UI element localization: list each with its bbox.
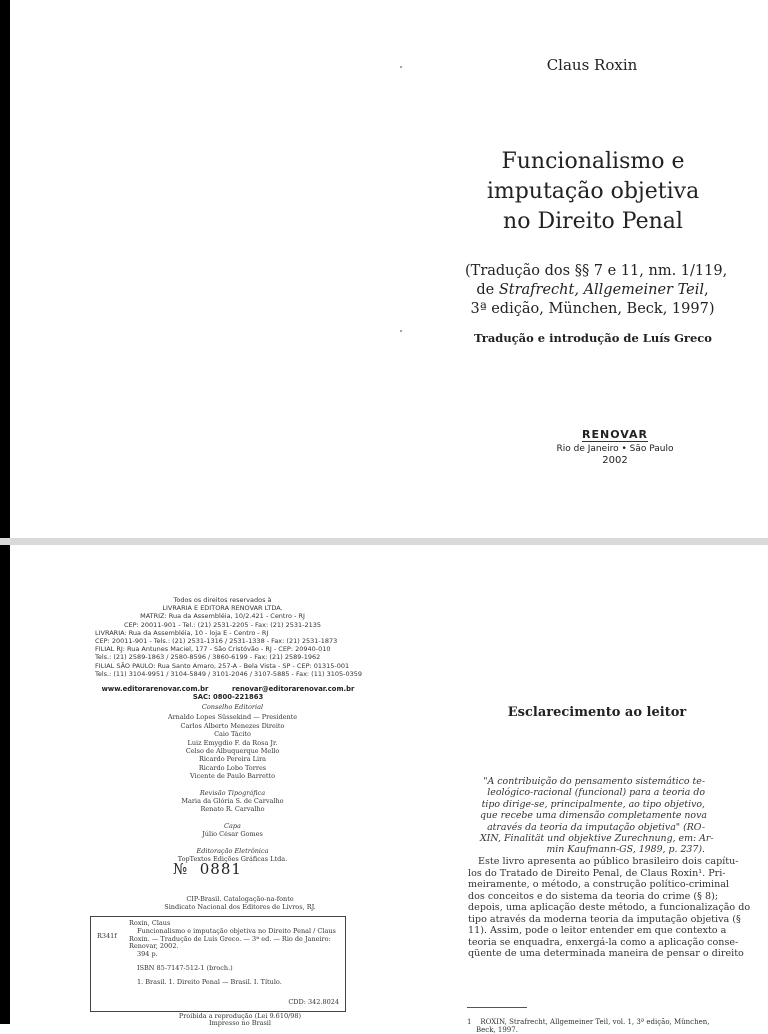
cip-class-number: R341f: [97, 932, 117, 940]
publisher-cities: Rio de Janeiro • São Paulo: [556, 444, 674, 454]
title-line: no Direito Penal: [503, 209, 683, 234]
title-line: imputação objetiva: [486, 179, 700, 204]
book-subtitle: [465, 262, 728, 319]
board-member: Celso de Albuquerque Mello: [185, 747, 280, 756]
board-member: Caio Tácito: [214, 730, 251, 739]
capa-heading: Capa: [224, 821, 241, 830]
epigraph-line: leológico-racional (funcional) para a teoria do: [487, 787, 705, 799]
board-member: Vicente de Paulo Barretto: [190, 772, 275, 781]
board-member: Carlos Alberto Menezes Direito: [180, 721, 285, 730]
board-heading: Conselho Editorial: [201, 703, 264, 711]
publisher-logo: RENOVAR: [582, 428, 648, 441]
epigraph-line: XIN, Finalität und objektive Zurechnung, em: Ar-: [480, 833, 714, 845]
footnote-line: 1 ROXIN, Strafrecht, Allgemeiner Teil, vol. 1, 3ª edição, München,: [467, 1018, 710, 1026]
cip-heading: [135, 895, 345, 911]
copyright-line: Tels.: (21) 2589-1863 / 2580-8596 / 3860-6199 - Fax: (21) 2589-1962: [95, 653, 321, 662]
subtitle-line: (Tradução dos §§ 7 e 11, nm. 1/119,: [465, 263, 728, 279]
footnote: [467, 1018, 710, 1034]
book-title: [470, 147, 716, 237]
title-line: Funcionalismo e: [501, 149, 685, 174]
board-member: Luiz Emygdio F. da Rosa Jr.: [187, 738, 278, 747]
scan-speck: [400, 66, 402, 68]
website-email: www.editorarenovar.com.br renovar@editorarenovar.com.br: [101, 685, 355, 693]
epigraph-line: min Kaufmann-GS, 1989, p. 237).: [546, 844, 705, 856]
footer-line: Proibida a reprodução (Lei 9.610/98): [178, 1012, 302, 1020]
body-line: meiramente, o método, a construção político-criminal: [468, 879, 730, 890]
translator-credit: Tradução e introdução de Luís Greco: [474, 331, 712, 345]
body-line: Este livro apresenta ao público brasileiro dois capítu-: [478, 856, 739, 867]
footer-line: Impresso no Brasil: [209, 1019, 271, 1027]
copyright-line: FILIAL RJ: Rua Antunes Maciel, 177 - São Cristóvão - RJ - CEP: 20940-010: [95, 645, 331, 654]
cip-entry-line: 1. Brasil. 1. Direito Penal — Brasil. I. Título.: [137, 977, 282, 986]
board-member: Ricardo Pereira Lira: [198, 755, 267, 764]
body-line: dos conceitos e do sistema da teoria do crime (§ 8);: [468, 890, 719, 902]
copyright-line: Todos os direitos reservados à: [173, 596, 272, 604]
cip-entry: [129, 920, 339, 987]
cip-entry-line: Funcionalismo e imputação objetiva no Direito Penal / Claus Roxin. — Tradução de Luís Greco. — 3ª ed. — Rio de Janeiro: Renovar, 2002.: [129, 926, 336, 951]
body-paragraph: [468, 856, 751, 960]
editorial-board: [140, 703, 325, 864]
cdd-number: CDD: 342.8024: [288, 998, 339, 1007]
cip-entry-line: 394 p.: [137, 950, 158, 959]
footnote-rule: [467, 1007, 527, 1008]
board-member: Ricardo Lobo Torres: [198, 763, 267, 772]
body-line: los do Tratado de Direito Penal, de Claus Roxin¹. Pri-: [468, 867, 726, 879]
publisher-imprint: [545, 428, 685, 466]
scan-left-edge-top: [0, 0, 10, 538]
body-line: teoria se enquadra, enxergá-la como a aplicação conse-: [468, 936, 739, 948]
copyright-line: CEP: 20011-901 - Tel.: (21) 2531-2205 - Fax: (21) 2531-2135: [123, 620, 322, 629]
revisao-heading: Revisão Tipográfica: [199, 788, 266, 797]
copyright-line: LIVRARIA E EDITORA RENOVAR LTDA.: [162, 604, 283, 613]
board-member: Arnaldo Lopes Süssekind — Presidente: [167, 713, 298, 722]
epigraph-line: através da teoria da imputação objetiva" (RO-: [487, 821, 705, 833]
capa-name: Júlio César Gomes: [202, 830, 263, 839]
subtitle-line: de Strafrecht, Allgemeiner Teil,: [476, 282, 709, 298]
author-name: Claus Roxin: [546, 56, 638, 74]
copyright-line: FILIAL SÃO PAULO: Rua Santo Amaro, 257-A - Bela Vista - SP - CEP: 01315-001: [95, 661, 350, 670]
publisher-contacts: [98, 685, 358, 701]
cip-line: CIP-Brasil. Catalogação-na-fonte: [186, 895, 294, 903]
copyright-line: LIVRARIA: Rua da Assembléia, 10 - loja E - Centro - RJ: [95, 628, 269, 637]
cip-entry-line: Roxin, Claus: [129, 919, 171, 927]
body-line: tipo através da moderna teoria da imputação objetiva (§: [468, 913, 741, 925]
page-divider: [0, 538, 768, 545]
footnote-line: Beck, 1997.: [476, 1026, 518, 1034]
revisao-name: Renato R. Carvalho: [200, 805, 265, 814]
cip-line: Sindicato Nacional dos Editores de Livros, RJ.: [164, 903, 316, 911]
copyright-block: [95, 596, 363, 678]
body-line: 11). Assim, pode o leitor entender em que contexto a: [468, 925, 727, 936]
revisao-name: Maria da Glória S. de Carvalho: [181, 797, 284, 806]
copyright-line: MATRIZ: Rua da Assembléia, 10/2.421 - Centro - RJ: [140, 612, 305, 621]
epigraph-line: que recebe uma dimensão completamente nova: [480, 810, 707, 822]
copy-number: № 0881: [173, 860, 242, 878]
cataloging-box: [90, 916, 346, 1012]
scan-left-edge-bottom: [0, 545, 10, 1024]
publication-year: 2002: [602, 455, 628, 466]
epigraph-quote: [480, 776, 714, 856]
work-title: Strafrecht, Allgemeiner Teil: [498, 282, 705, 298]
body-line: qüente de uma determinada maneira de pensar o direito: [468, 948, 744, 959]
cip-entry-line: ISBN 85-7147-512-1 (broch.): [137, 963, 233, 972]
body-line: depois, uma aplicação deste método, a funcionalização do: [468, 902, 751, 913]
copyright-line: Tels.: (11) 3104-9951 / 3104-5849 / 3101-2046 / 3107-5885 - Fax: (11) 3105-0359: [95, 669, 363, 678]
section-heading: Esclarecimento ao leitor: [507, 705, 687, 720]
sac-phone: SAC: 0800-221863: [192, 693, 264, 701]
epigraph-line: "A contribuição do pensamento sistemático te-: [483, 776, 705, 787]
copyright-line: CEP: 20011-901 - Tels.: (21) 2531-1316 / 2531-1338 - Fax: (21) 2531-1873: [95, 637, 338, 646]
reproduction-notice: [130, 1013, 350, 1027]
editoracao-name: TopTextos Edições Gráficas Ltda.: [177, 855, 288, 864]
epigraph-line: tipo dirige-se, principalmente, ao tipo objetivo,: [481, 798, 705, 810]
scan-speck: [400, 330, 402, 332]
editoracao-heading: Editoração Eletrônica: [196, 846, 269, 855]
subtitle-line: 3ª edição, München, Beck, 1997): [470, 301, 715, 317]
